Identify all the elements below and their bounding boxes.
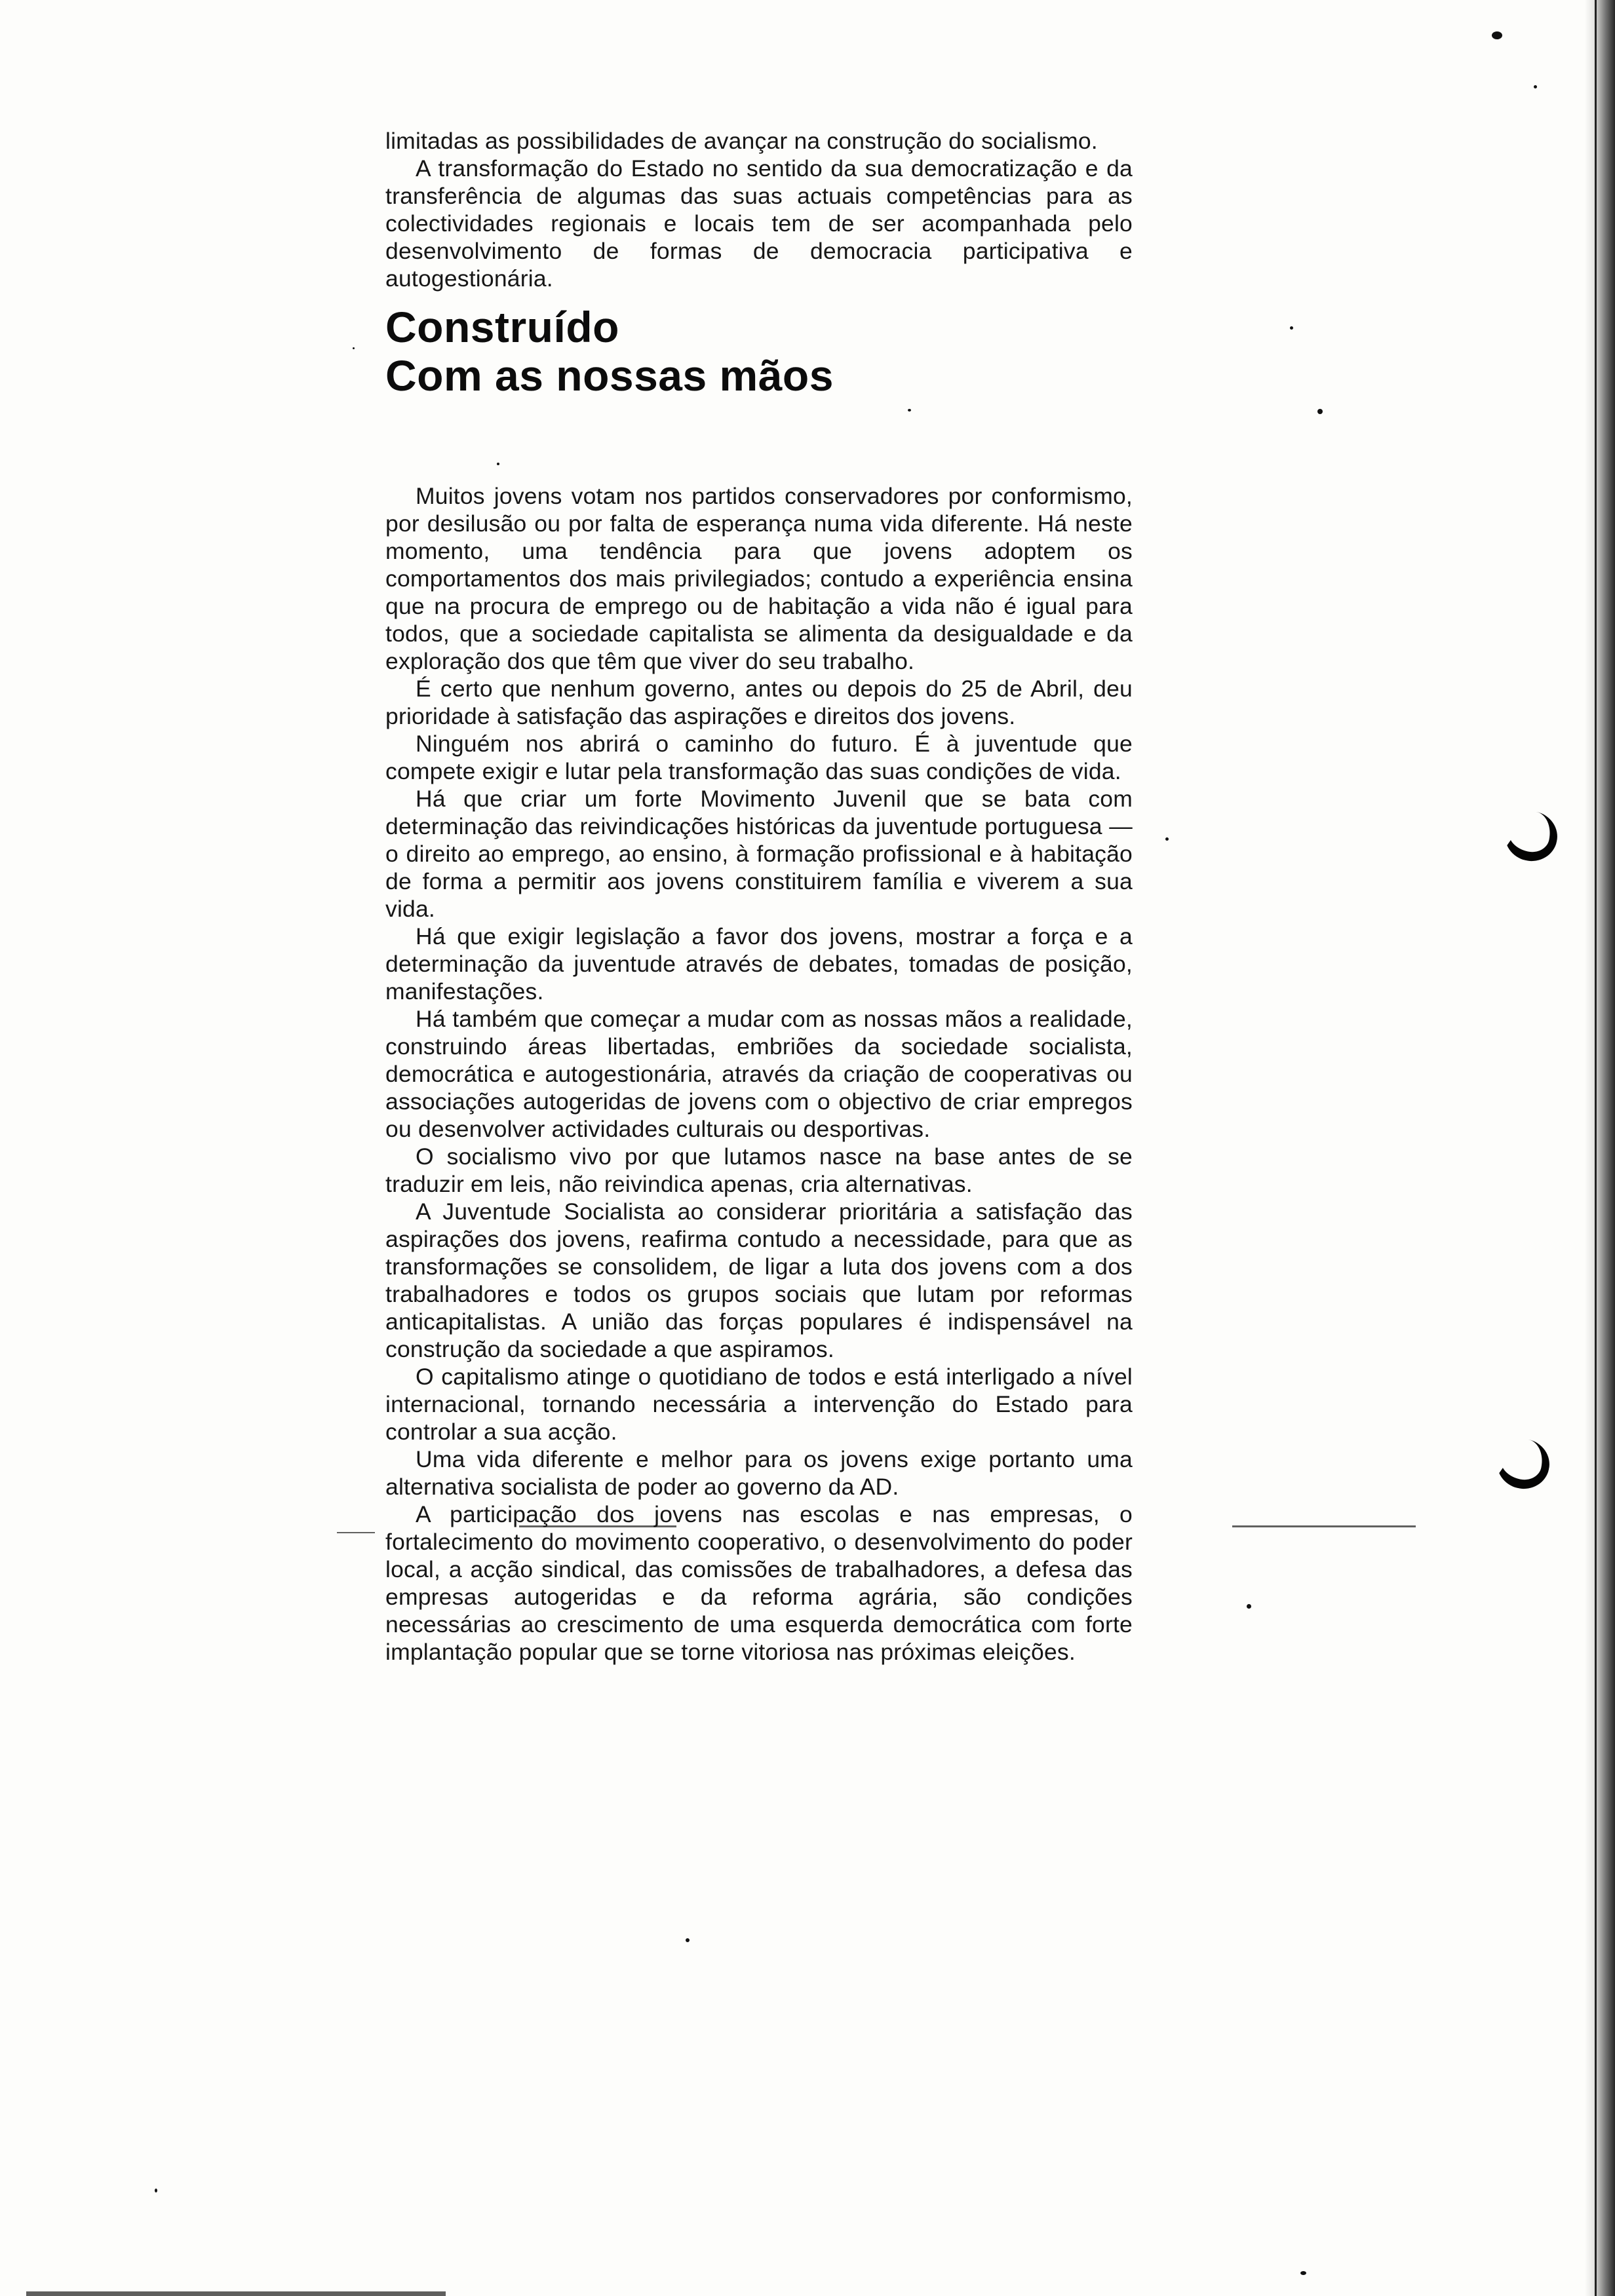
speck	[1534, 85, 1537, 88]
article-column	[385, 127, 1133, 1666]
body-paragraph-9: O capitalismo atinge o quotidiano de todos e está interligado a nível internacional, tornando necessária a intervenção do Estado para controlar a sua acção.	[385, 1364, 1133, 1445]
body-paragraph-10: Uma vida diferente e melhor para os jovens exige portanto uma alternativa socialista de poder ao governo da AD.	[385, 1446, 1133, 1500]
intro-paragraph-1: limitadas as possibilidades de avançar na construção do socialismo.	[385, 128, 1098, 154]
speck	[353, 347, 355, 349]
speck	[1290, 326, 1293, 330]
body-paragraph-11: A participação dos jovens nas escolas e nas empresas, o fortalecimento do movimento cooperativo, o desenvolvimento do poder local, a acção sindical, das comissões de trabalhadores, a defesa das empresas autogeridas e da reforma agrária, são condições necessárias ao crescimento de uma esquerda democrática com forte implantação popular que se torne vitoriosa nas próximas eleições.	[385, 1501, 1133, 1665]
body-paragraph-8: A Juventude Socialista ao considerar prioritária a satisfação das aspirações dos jovens, reafirma contudo a necessidade, para que as transformações se consolidem, de ligar a luta dos jovens com a dos trabalhadores e todos os grupos sociais que lutam por reformas anticapitalistas. A união das forças populares é indispensável na construção da sociedade a que aspiramos.	[385, 1198, 1133, 1362]
body-paragraph-5: Há que exigir legislação a favor dos jovens, mostrar a força e a determinação da juventude através de debates, tomadas de posição, manifestações.	[385, 923, 1133, 1004]
intro-paragraph-2: A transformação do Estado no sentido da sua democratização e da transferência de algumas das suas actuais competências para as colectividades regionais e locais tem de ser acompanhada pelo desenvolvimento de formas de democracia participativa e autogestionária.	[385, 155, 1133, 292]
speck	[1247, 1604, 1251, 1609]
punch-hole-bottom	[1492, 1434, 1554, 1494]
speck	[1317, 409, 1323, 414]
body-paragraph-4: Há que criar um forte Movimento Juvenil que se bata com determinação das reivindicações históricas da juventude portuguesa — o direito ao emprego, ao ensino, à formação profissional e à habitação de forma a permitir aos jovens constituirem família e viverem a sua vida.	[385, 786, 1133, 922]
body-paragraph-2: É certo que nenhum governo, antes ou depois do 25 de Abril, deu prioridade à satisfação das aspirações e direitos dos jovens.	[385, 676, 1133, 729]
body-paragraph-1: Muitos jovens votam nos partidos conservadores por conformismo, por desilusão ou por falta de esperança numa vida diferente. Há neste momento, uma tendência para que jovens adoptem os comportamentos dos mais privilegiados; contudo a experiência ensina que na procura de emprego ou de habitação a vida não é igual para todos, que a sociedade capitalista se alimenta da desigualdade e da exploração dos que têm que viver do seu trabalho.	[385, 483, 1133, 674]
heading-spacer	[385, 400, 1133, 482]
article-heading	[385, 303, 1133, 400]
heading-line-1: Construído	[385, 303, 619, 351]
scan-edge-line	[1595, 0, 1597, 2296]
body-paragraph-7: O socialismo vivo por que lutamos nasce na base antes de se traduzir em leis, não reivindica apenas, cria alternativas.	[385, 1143, 1133, 1197]
body-paragraph-6: Há também que começar a mudar com as nossas mãos a realidade, construindo áreas libertadas, embriões da sociedade socialista, democrática e autogestionária, através da criação de cooperativas ou associações autogeridas de jovens com o objectivo de criar empregos ou desenvolver actividades culturais ou desportivas.	[385, 1006, 1133, 1142]
scan-bottom-edge	[26, 2291, 446, 2296]
scan-rule-right	[1232, 1525, 1416, 1527]
heading-line-2: Com as nossas mãos	[385, 351, 834, 400]
body-paragraph-3: Ninguém nos abrirá o caminho do futuro. É à juventude que compete exigir e lutar pela transformação das suas condições de vida.	[385, 731, 1133, 784]
speck	[155, 2189, 157, 2192]
scan-edge-shadow	[1585, 0, 1615, 2296]
scan-rule-margin	[337, 1532, 375, 1533]
speck	[1492, 31, 1502, 39]
speck	[686, 1938, 690, 1942]
speck	[1165, 837, 1169, 841]
punch-hole-top	[1500, 807, 1562, 866]
speck	[1300, 2271, 1306, 2275]
